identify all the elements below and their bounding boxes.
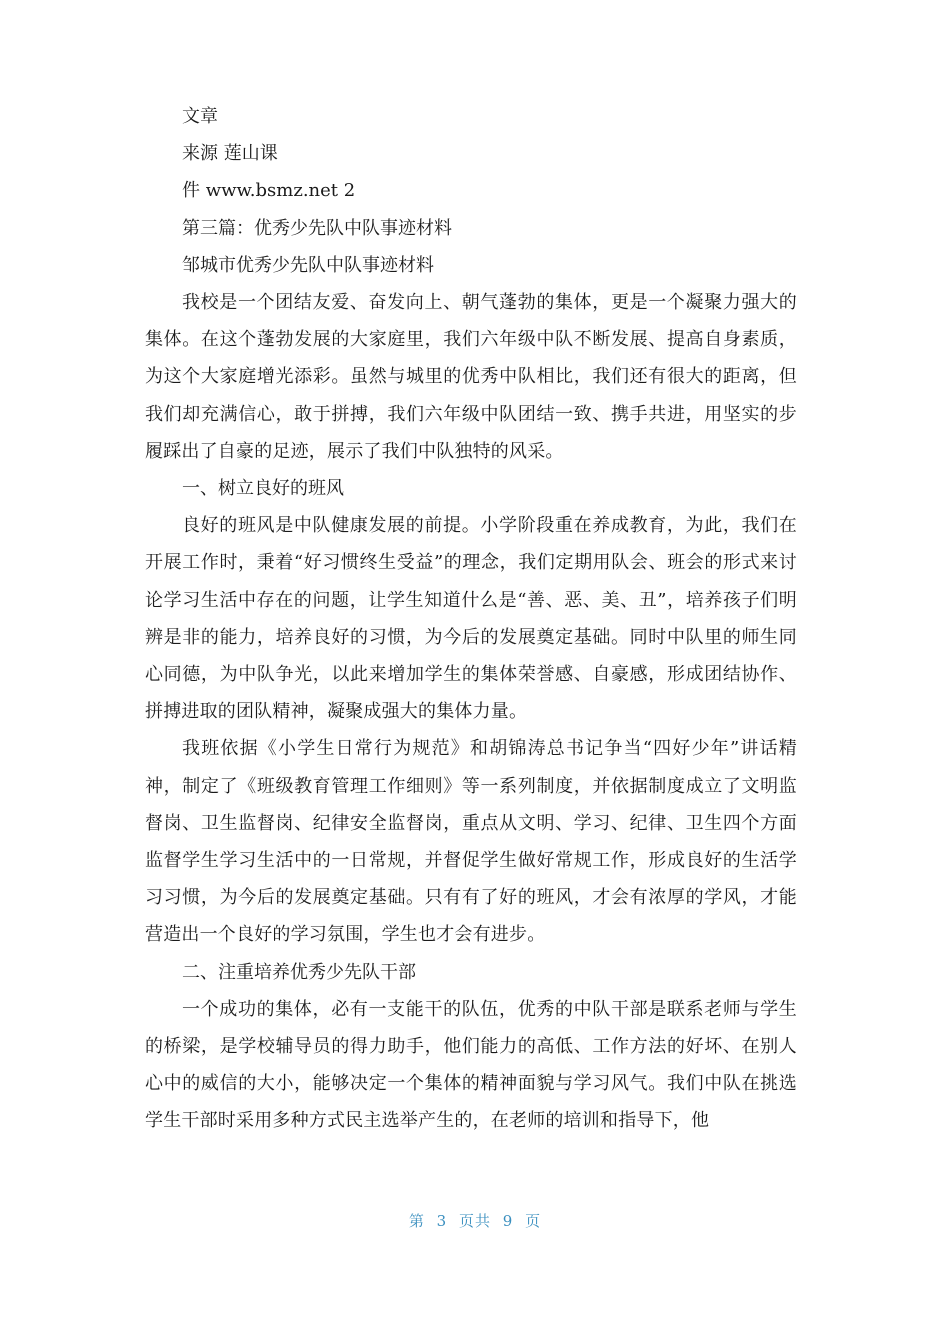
text-line: 文章: [182, 106, 218, 127]
document-body: [145, 98, 797, 1140]
section-heading: 一、树立良好的班风: [182, 478, 344, 500]
section-title: 第三篇：优秀少先队中队事迹材料: [182, 217, 452, 239]
paragraph: 良好的班风是中队健康发展的前提。小学阶段重在养成教育，为此，我们在开展工作时，秉着“好习惯终生受益”的理念，我们定期用队会、班会的形式来讨论学习生活中存在的问题，让学生知道什么是“善、恶、美、丑”，培养孩子们明辨是非的能力，培养良好的习惯，为今后的发展奠定基础。同时中队里的师生同心同德，为中队争光，以此来增加学生的集体荣誉感、自豪感，形成团结协作、拼搏进取的团队精神，凝聚成强大的集体力量。: [145, 515, 797, 723]
text-line: 件 www.bsmz.net 2: [182, 180, 356, 202]
section-heading: 二、注重培养优秀少先队干部: [182, 961, 416, 983]
paragraph: 我校是一个团结友爱、奋发向上、朝气蓬勃的集体，更是一个凝聚力强大的集体。在这个蓬勃发展的大家庭里，我们六年级中队不断发展、提高自身素质，为这个大家庭增光添彩。虽然与城里的优秀中队相比，我们还有很大的距离，但我们却充满信心，敢于拼搏，我们六年级中队团结一致、携手共进，用坚实的步履踩出了自豪的足迹，展示了我们中队独特的风采。: [145, 292, 797, 462]
paragraph: 我班依据《小学生日常行为规范》和胡锦涛总书记争当“四好少年”讲话精神，制定了《班级教育管理工作细则》等一系列制度，并依据制度成立了文明监督岗、卫生监督岗、纪律安全监督岗，重点从文明、学习、纪律、卫生四个方面监督学生学习生活中的一日常规，并督促学生做好常规工作，形成良好的生活学习习惯，为今后的发展奠定基础。只有有了好的班风，才会有浓厚的学风，才能营造出一个良好的学习氛围，学生也才会有进步。: [145, 738, 797, 946]
page-number: 第 3 页共 9 页: [408, 1212, 542, 1230]
text-line: 来源 莲山课: [182, 143, 278, 165]
paragraph: 一个成功的集体，必有一支能干的队伍，优秀的中队干部是联系老师与学生的桥梁，是学校辅导员的得力助手，他们能力的高低、工作方法的好坏、在别人心中的威信的大小，能够决定一个集体的精神面貌与学习风气。我们中队在挑选学生干部时采用多种方式民主选举产生的，在老师的培训和指导下，他: [145, 998, 797, 1132]
document-title: 邹城市优秀少先队中队事迹材料: [182, 254, 434, 276]
